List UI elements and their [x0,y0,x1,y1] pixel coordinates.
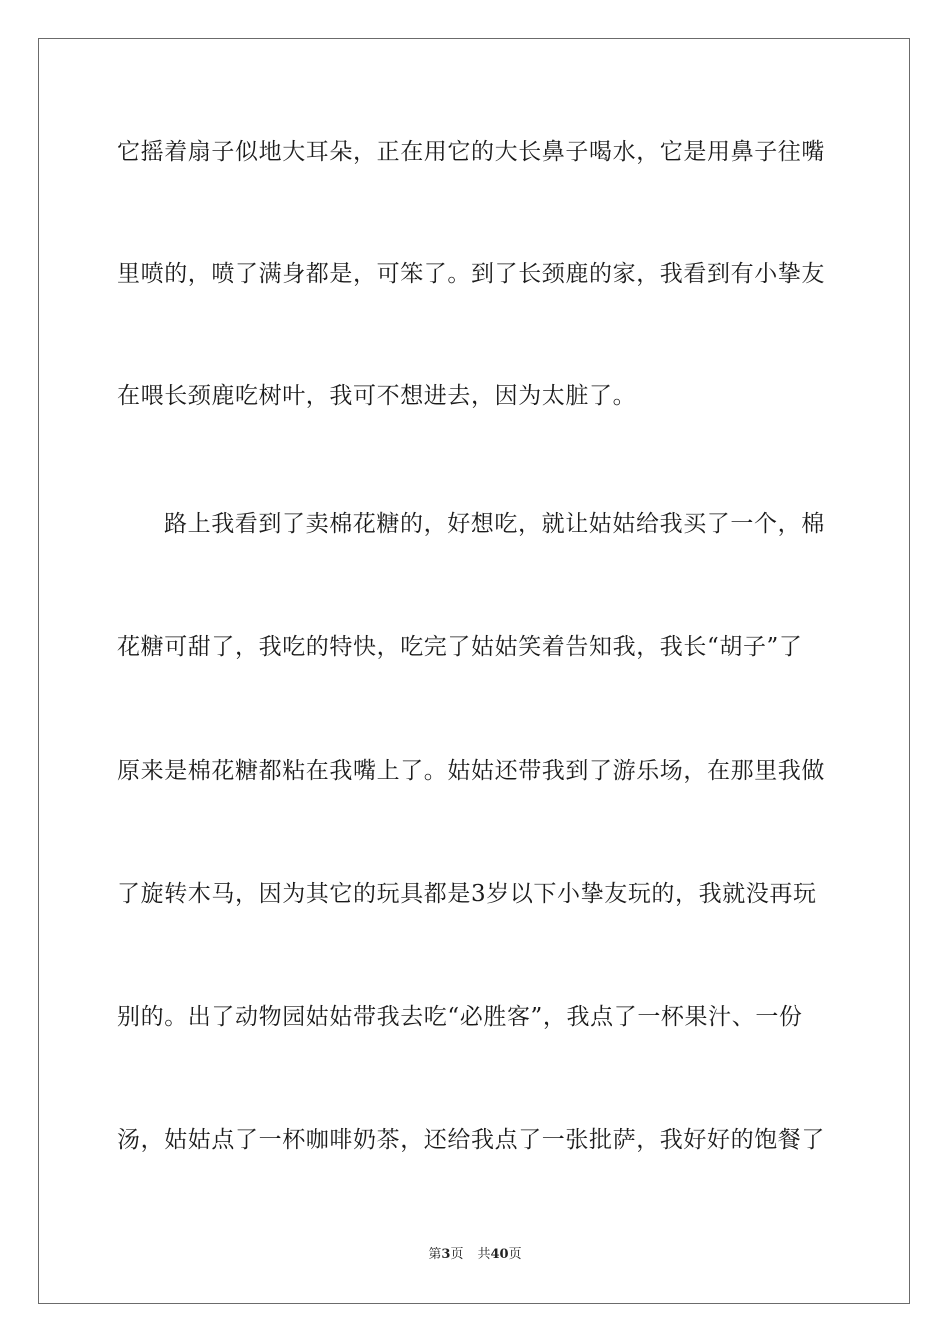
paragraph-line: 了旋转木马，因为其它的玩具都是3岁以下小挚友玩的，我就没再玩 [117,881,817,907]
page-number: 3 [441,1247,451,1262]
total-prefix: 共 [477,1247,491,1262]
paragraph-line: 它摇着扇子似地大耳朵，正在用它的大长鼻子喝水，它是用鼻子往嘴 [117,139,825,165]
page-border [38,38,910,1304]
page-footer [0,1246,950,1264]
paragraph-line: 汤，姑姑点了一杯咖啡奶茶，还给我点了一张批萨，我好好的饱餐了 [117,1127,825,1153]
page-prefix: 第 [428,1247,442,1262]
paragraph-line: 在喂长颈鹿吃树叶，我可不想进去，因为太脏了。 [117,383,637,409]
total-pages: 40 [490,1247,509,1262]
page-suffix: 页 [450,1247,464,1262]
paragraph-line: 别的。出了动物园姑姑带我去吃“必胜客”，我点了一杯果汁、一份 [117,1004,803,1030]
paragraph-line-indented: 路上我看到了卖棉花糖的，好想吃，就让姑姑给我买了一个，棉 [164,511,825,537]
paragraph-line: 原来是棉花糖都粘在我嘴上了。姑姑还带我到了游乐场，在那里我做 [117,758,825,784]
paragraph-line: 花糖可甜了，我吃的特快，吃完了姑姑笑着告知我，我长“胡子”了 [117,634,803,660]
total-suffix: 页 [508,1247,522,1262]
paragraph-line: 里喷的，喷了满身都是，可笨了。到了长颈鹿的家，我看到有小挚友 [117,261,825,287]
